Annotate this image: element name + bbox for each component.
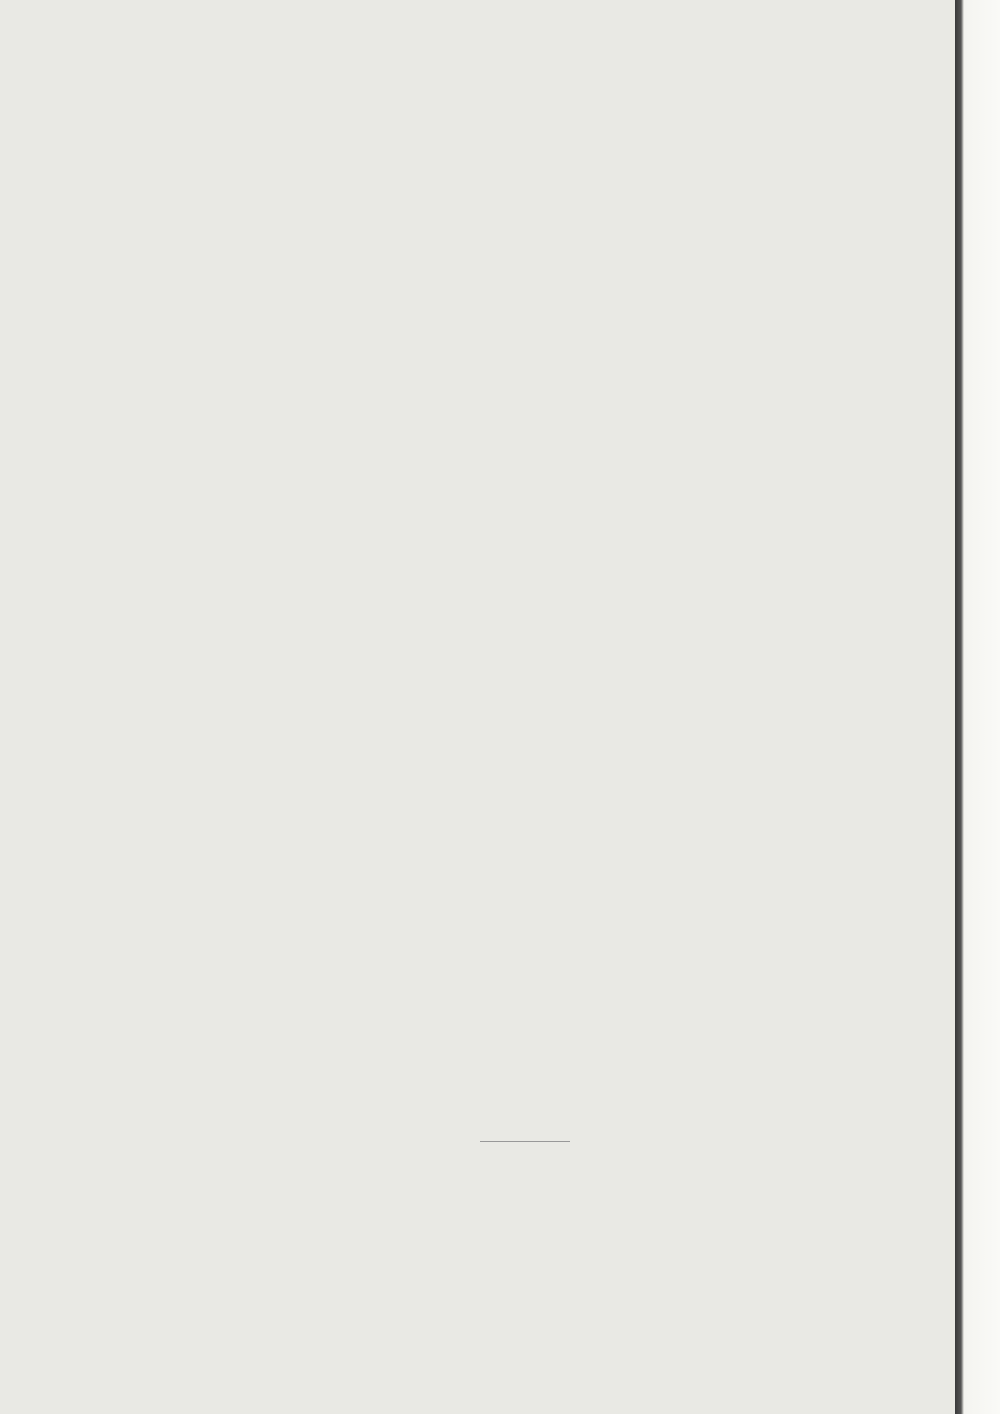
adjacent-page-edge [955, 0, 1000, 1414]
intro-line [120, 107, 953, 125]
intro-line [120, 89, 953, 107]
section-divider [480, 1141, 570, 1142]
production-years-row [120, 125, 953, 143]
